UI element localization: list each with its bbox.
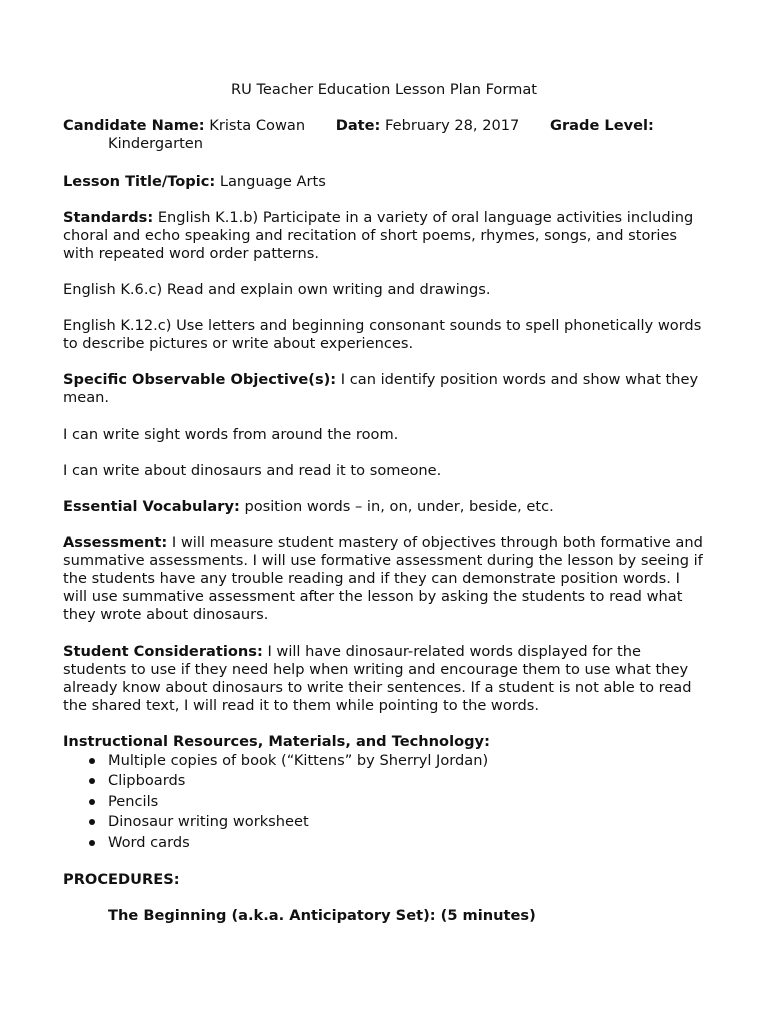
lesson-topic-label: Lesson Title/Topic: <box>63 173 216 190</box>
list-item: Dinosaur writing worksheet <box>63 812 703 832</box>
vocabulary-label: Essential Vocabulary: <box>63 498 240 515</box>
objective-item: I can write about dinosaurs and read it to someone. <box>63 462 442 479</box>
document-title: RU Teacher Education Lesson Plan Format <box>231 81 537 98</box>
assessment-label: Assessment: <box>63 534 168 551</box>
grade-level-label: Grade Level: <box>549 117 654 134</box>
list-item: Pencils <box>63 792 703 812</box>
candidate-name-label: Candidate Name: <box>63 117 205 134</box>
vocabulary-value: position words – in, on, under, beside, etc. <box>244 498 554 515</box>
considerations-value: I will have dinosaur-related words displayed for the students to use if they need help when writing and encourage them to use what they already know about dinosaurs to write their sentences. If a student is not able to read the shared text, I will read it to them while pointing to the words. <box>63 643 692 714</box>
objectives-label: Specific Observable Objective(s): <box>63 371 337 388</box>
procedures-heading: PROCEDURES: <box>63 871 180 888</box>
candidate-info <box>63 117 703 153</box>
resources-list <box>63 751 703 853</box>
considerations-label: Student Considerations: <box>63 643 263 660</box>
beginning-heading: The Beginning (a.k.a. Anticipatory Set): (5 minutes) <box>108 907 536 924</box>
date-label: Date: <box>335 117 381 134</box>
standard-item: English K.6.c) Read and explain own writing and drawings. <box>63 281 491 298</box>
standard-item: English K.1.b) Participate in a variety of oral language activities including choral and echo speaking and recitation of short poems, rhymes, songs, and stories with repeated word order patterns. <box>63 209 694 262</box>
list-item: Multiple copies of book (“Kittens” by Sherryl Jordan) <box>63 751 703 771</box>
lesson-topic <box>63 173 703 191</box>
objective-item: I can write sight words from around the room. <box>63 426 399 443</box>
vocabulary-paragraph <box>63 498 703 516</box>
objectives-paragraph <box>63 371 703 407</box>
considerations-paragraph <box>63 643 703 715</box>
resources-heading <box>63 733 703 751</box>
assessment-paragraph <box>63 534 703 624</box>
assessment-value: I will measure student mastery of objectives through both formative and summative assessments. I will use formative assessment during the lesson by seeing if the students have any trouble reading and if they can demonstrate position words. I will use summative assessment after the lesson by asking the students to read what they wrote about dinosaurs. <box>63 534 703 623</box>
standards-paragraph <box>63 209 703 263</box>
standards-label: Standards: <box>63 209 154 226</box>
standard-item: English K.12.c) Use letters and beginning consonant sounds to spell phonetically words to describe pictures or write about experiences. <box>63 317 702 352</box>
lesson-topic-value: Language Arts <box>219 173 326 190</box>
resources-label: Instructional Resources, Materials, and Technology: <box>63 733 490 750</box>
date-value: February 28, 2017 <box>385 117 520 134</box>
grade-level-value: Kindergarten <box>108 135 204 152</box>
list-item: Word cards <box>63 833 703 853</box>
candidate-name-value: Krista Cowan <box>209 117 306 134</box>
objective-item: I can identify position words and show what they mean. <box>63 371 699 406</box>
list-item: Clipboards <box>63 771 703 791</box>
